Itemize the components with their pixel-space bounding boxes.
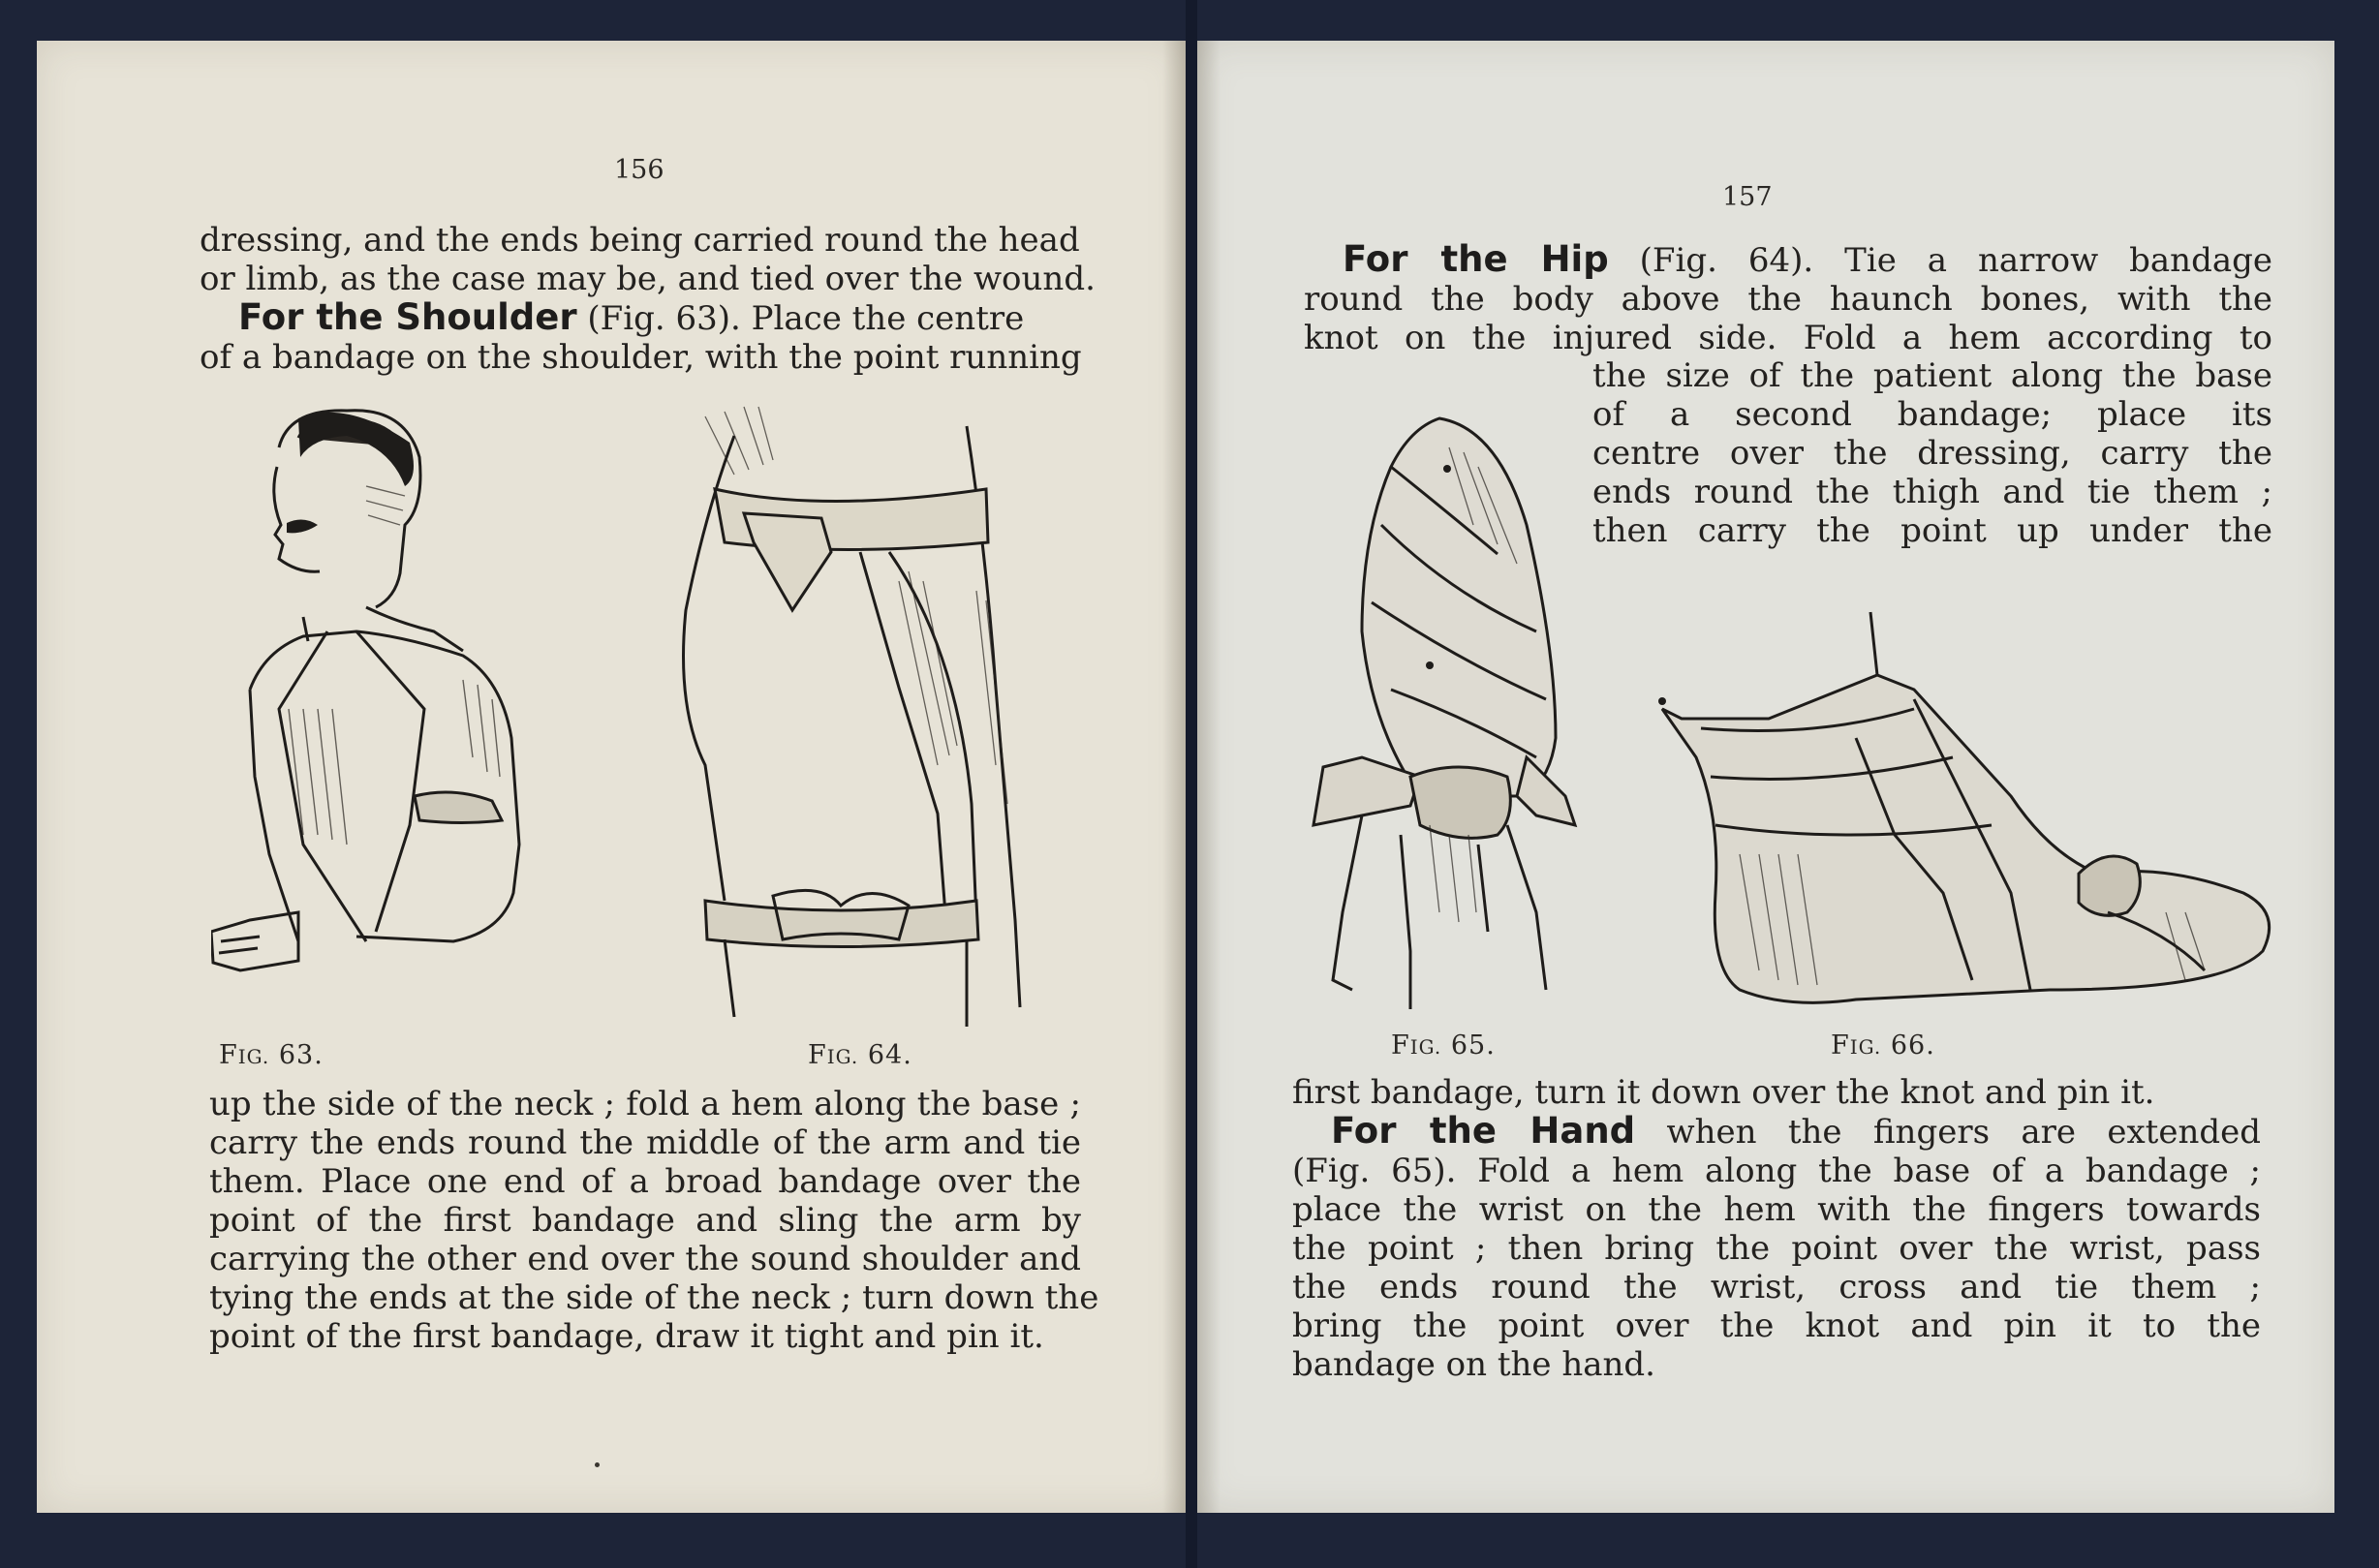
text-line: first bandage, turn it down over the knot and pin it. <box>1292 1073 2155 1112</box>
text-line: centre over the dressing, carry the <box>1592 434 2272 473</box>
spine-shadow-left <box>1162 41 1186 1513</box>
caption-text: 64. <box>858 1040 912 1070</box>
text-line: point of the first bandage and sling the arm by <box>209 1201 1081 1240</box>
figure-65-caption <box>1391 1030 1496 1061</box>
caption-text: 66. <box>1881 1030 1935 1061</box>
text-line: of a second bandage; place its <box>1592 395 2272 434</box>
text-line: tying the ends at the side of the neck ; turn down the <box>209 1278 1099 1317</box>
text-line: bring the point over the knot and pin it to the <box>1292 1307 2261 1345</box>
caption-text: F <box>808 1040 827 1070</box>
text-line: (Fig. 63). Place the centre <box>576 299 1025 338</box>
text-line: them. Place one end of a broad bandage over the <box>209 1162 1081 1201</box>
caption-text: IG. <box>826 1045 859 1068</box>
caption-text: F <box>1391 1030 1410 1061</box>
paper-speck <box>595 1462 600 1467</box>
hand-paragraph <box>1292 1073 2261 1384</box>
caption-text: F <box>1831 1030 1850 1061</box>
text-line: (Fig. 64). Tie a narrow bandage <box>1608 241 2272 280</box>
figure-63-caption <box>219 1040 324 1070</box>
text-line: the size of the patient along the base <box>1592 356 2272 395</box>
text-line: of a bandage on the shoulder, with the point running <box>200 338 1082 377</box>
section-heading-shoulder: For the Shoulder <box>238 296 577 338</box>
text-line: up the side of the neck ; fold a hem along the base ; <box>209 1085 1081 1123</box>
text-line: point of the first bandage, draw it tight and pin it. <box>209 1317 1044 1356</box>
figure-63-illustration <box>211 389 637 1029</box>
text-line: round the body above the haunch bones, with the <box>1304 280 2272 319</box>
book-gutter <box>1186 0 1197 1568</box>
figure-65-illustration <box>1304 409 1623 1029</box>
text-line: carry the ends round the middle of the arm and tie <box>209 1123 1081 1162</box>
caption-text: IG. <box>1409 1035 1442 1059</box>
spine-shadow-right <box>1197 41 1220 1513</box>
hip-paragraph <box>1304 240 2272 357</box>
text-line: bandage on the hand. <box>1292 1345 1655 1384</box>
text-line: or limb, as the case may be, and tied over the wound. <box>200 260 1096 298</box>
figure-66-caption <box>1831 1030 1935 1061</box>
text-line: dressing, and the ends being carried round the head <box>200 221 1080 260</box>
text-line: carrying the other end over the sound shoulder and <box>209 1240 1081 1278</box>
hip-wrapped-paragraph <box>1592 356 2272 550</box>
text-line: then carry the point up under the <box>1592 511 2272 550</box>
page-number-right: 157 <box>1722 182 1773 212</box>
text-line: ends round the thigh and tie them ; <box>1592 473 2272 511</box>
text-line: when the fingers are extended <box>1635 1113 2261 1152</box>
left-top-paragraph <box>200 221 1096 298</box>
hand-first-line <box>1292 1112 2261 1152</box>
caption-text: 63. <box>269 1040 324 1070</box>
figure-64-caption <box>808 1040 912 1070</box>
section-heading-hand: For the Hand <box>1331 1110 1636 1152</box>
shoulder-first-line <box>200 298 1071 338</box>
left-page <box>37 41 1186 1513</box>
text-line: the point ; then bring the point over the wrist, pass <box>1292 1229 2261 1268</box>
caption-text: IG. <box>1849 1035 1882 1059</box>
figure-64-illustration <box>647 397 1112 1036</box>
right-page <box>1197 41 2334 1513</box>
text-line: knot on the injured side. Fold a hem according to <box>1304 319 2272 357</box>
figure-66-illustration <box>1623 602 2292 1029</box>
section-heading-hip: For the Hip <box>1343 238 1609 280</box>
caption-text: 65. <box>1441 1030 1496 1061</box>
left-bottom-paragraph <box>209 1085 1099 1356</box>
text-line: place the wrist on the hem with the fingers towards <box>1292 1190 2261 1229</box>
caption-text: F <box>219 1040 238 1070</box>
text-line: the ends round the wrist, cross and tie them ; <box>1292 1268 2261 1307</box>
hip-first-line <box>1304 240 2272 280</box>
page-number-left: 156 <box>614 155 664 185</box>
caption-text: IG. <box>237 1045 270 1068</box>
shoulder-paragraph <box>200 296 1082 377</box>
text-line: (Fig. 65). Fold a hem along the base of a bandage ; <box>1292 1152 2261 1190</box>
